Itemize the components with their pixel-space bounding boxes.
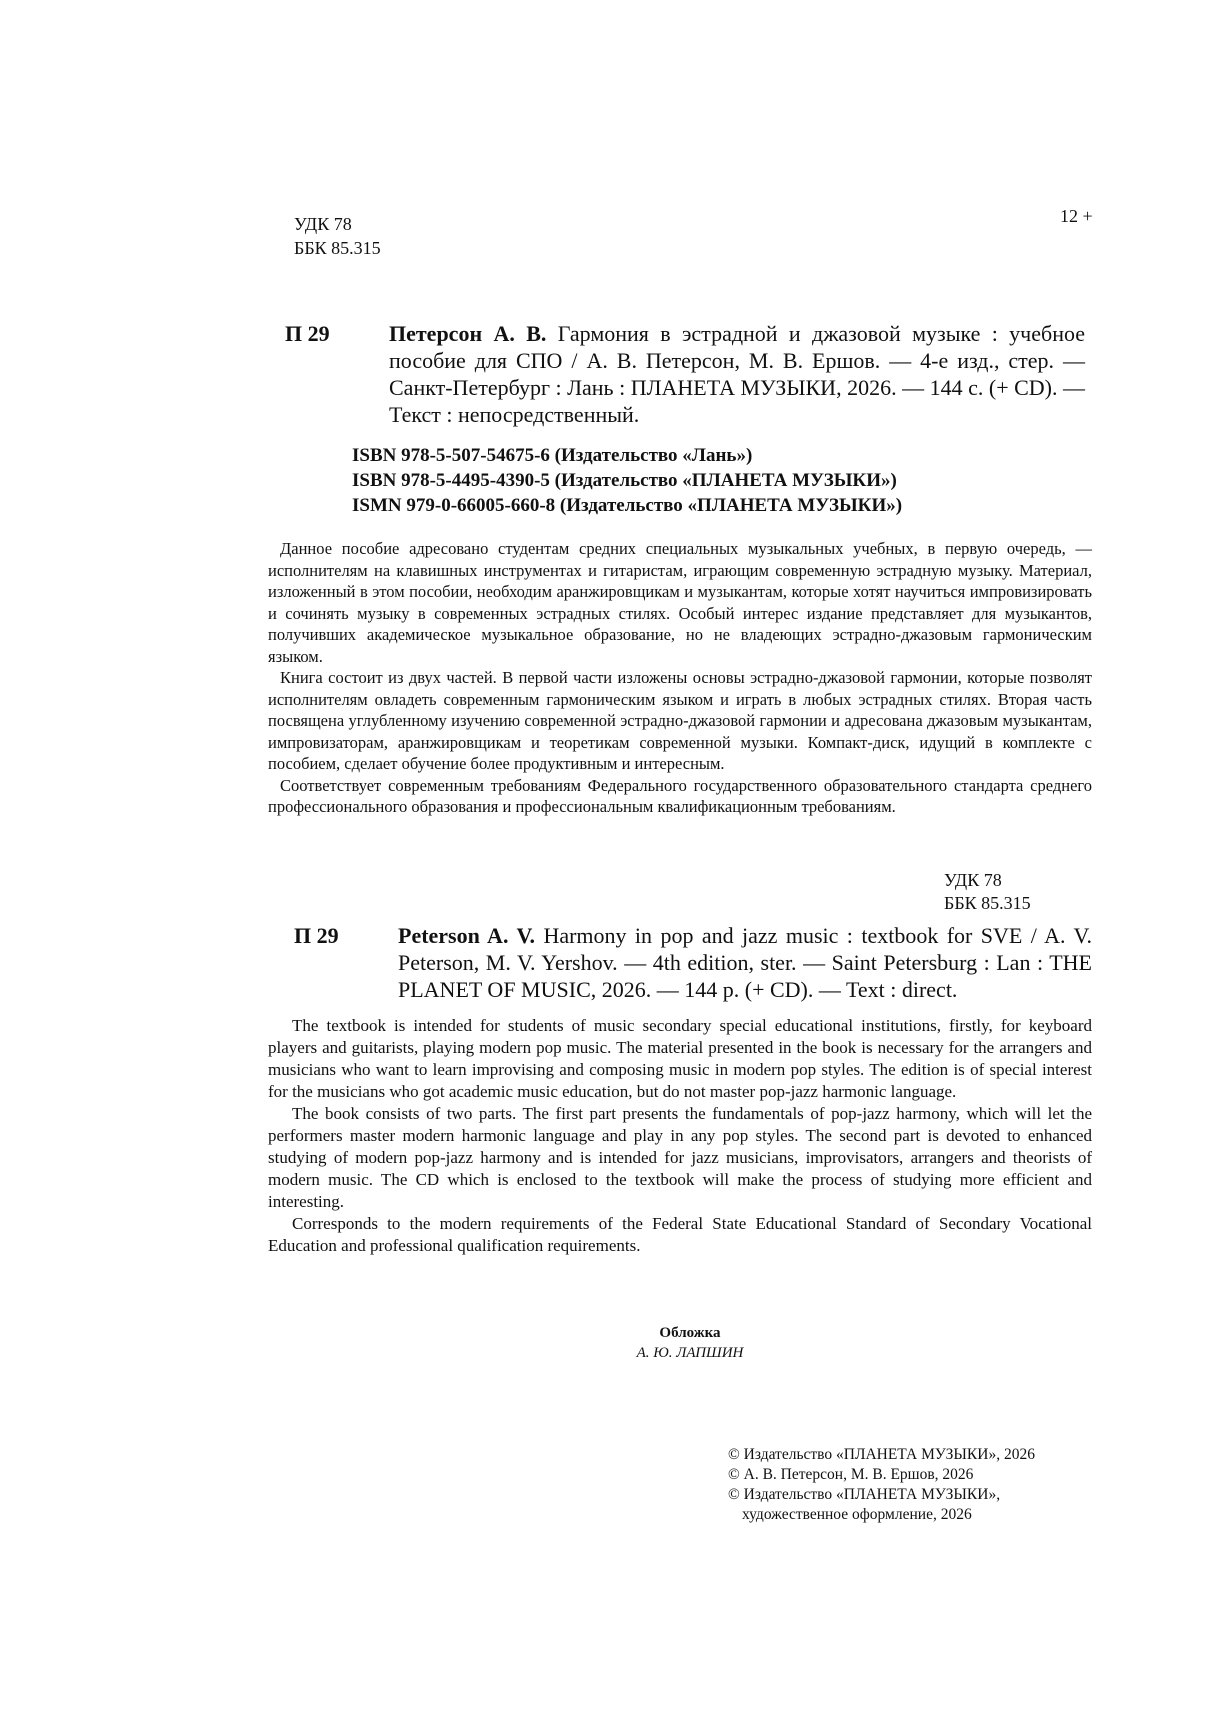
annotation-en [268, 1015, 1092, 1257]
cover-designer: А. Ю. ЛАПШИН [636, 1345, 744, 1361]
copyright-line: художественное оформление, 2026 [742, 1506, 972, 1523]
copyright-line: © Издательство «ПЛАНЕТА МУЗЫКИ», [728, 1486, 1001, 1503]
bibliographic-entry-ru [285, 320, 1085, 428]
bibliographic-entry-en [294, 922, 1092, 1003]
udk-code: УДК 78 [294, 214, 352, 234]
entry-text: Гармония в эстрадной и джазовой музыке : учебное пособие для СПО / А. В. Петерсон, М. В. Ершов. — 4-е изд., стер. — Санкт-Петербург : Лань : ПЛАНЕТА МУЗЫКИ, 2026. — 144 с. (+ CD). — Текст : непосредственный. [389, 321, 1086, 427]
cover-label: Обложка [659, 1325, 721, 1341]
entry-text: Harmony in pop and jazz music : textbook for SVE / A. V. Peterson, M. V. Yershov. — 4th edition, ster. — Saint Petersburg : Lan : THE PLANET OF MUSIC, 2026. — 144 p. (+ CD). — Text : direct. [398, 923, 1093, 1002]
bbk-code: ББК 85.315 [944, 893, 1031, 913]
udk-block-top [294, 212, 381, 260]
copyright-line: © Издательство «ПЛАНЕТА МУЗЫКИ», 2026 [728, 1446, 1035, 1463]
annotation-paragraph: The book consists of two parts. The first part presents the fundamentals of pop-jazz harmony, which will let the performers master modern harmonic language and play in any pop styles. The second part is devoted to enhanced studying of modern pop-jazz harmony and is intended for jazz musicians, improvisators, arrangers and theorists of modern music. The CD which is enclosed to the textbook will make the process of studying more efficient and interesting. [268, 1104, 1092, 1211]
annotation-paragraph: Данное пособие адресовано студентам средних специальных музыкальных учебных, в первую очередь, — исполнителям на клавишных инструментах и гитаристам, играющим современную эстрадную музыку. Материал, изложенный в этом пособии, необходим аранжировщикам и музыкантам, которые хотят научиться импровизировать и сочинять музыку в современных эстрадных стилях. Особый интерес издание представляет для музыкантов, получивших академическое музыкальное образование, но не владеющих эстрадно-джазовым гармоническим языком. [268, 539, 1092, 666]
udk-code: УДК 78 [944, 870, 1002, 890]
isbn-lan: ISBN 978-5-507-54675-6 (Издательство «Лань») [352, 445, 753, 466]
bbk-code: ББК 85.315 [294, 238, 381, 258]
identifiers-block [352, 443, 902, 518]
annotation-paragraph: Соответствует современным требованиям Федерального государственного образовательного стандарта среднего профессионального образования и профессиональным квалификационным требованиям. [268, 775, 1092, 816]
cover-credit [560, 1323, 820, 1363]
annotation-ru [268, 538, 1092, 818]
copyright-block [728, 1445, 1035, 1525]
udk-block-bottom [944, 869, 1031, 915]
isbn-planeta: ISBN 978-5-4495-4390-5 (Издательство «ПЛАНЕТА МУЗЫКИ») [352, 470, 897, 491]
copyright-line: © А. В. Петерсон, М. В. Ершов, 2026 [728, 1466, 974, 1483]
ismn-planeta: ISMN 979-0-66005-660-8 (Издательство «ПЛАНЕТА МУЗЫКИ») [352, 495, 903, 516]
entry-author: Петерсон А. В. [389, 321, 547, 346]
entry-author: Peterson A. V. [398, 923, 536, 948]
annotation-paragraph: Corresponds to the modern requirements of the Federal State Educational Standard of Secondary Vocational Education and professional qualification requirements. [268, 1214, 1092, 1255]
age-rating: 12 + [1060, 206, 1093, 226]
entry-number: П 29 [285, 321, 330, 346]
annotation-paragraph: Книга состоит из двух частей. В первой части изложены основы эстрадно-джазовой гармонии, которые позволят исполнителям овладеть современным гармоническим языком и играть в любых эстрадных стилях. Вторая часть посвящена углубленному изучению современной эстрадно-джазовой гармонии и адресована джазовым музыкантам, импровизаторам, аранжировщикам и теоретикам современной музыки. Компакт-диск, идущий в комплекте с пособием, сделает обучение более продуктивным и интересным. [268, 668, 1092, 773]
entry-number: П 29 [294, 923, 339, 948]
annotation-paragraph: The textbook is intended for students of music secondary special educational institutions, firstly, for keyboard players and guitarists, playing modern pop music. The material presented in the book is necessary for the arrangers and musicians who want to learn improvising and composing music in modern pop styles. The edition is of special interest for the musicians who got academic music education, but do not master pop-jazz harmonic language. [268, 1016, 1092, 1101]
